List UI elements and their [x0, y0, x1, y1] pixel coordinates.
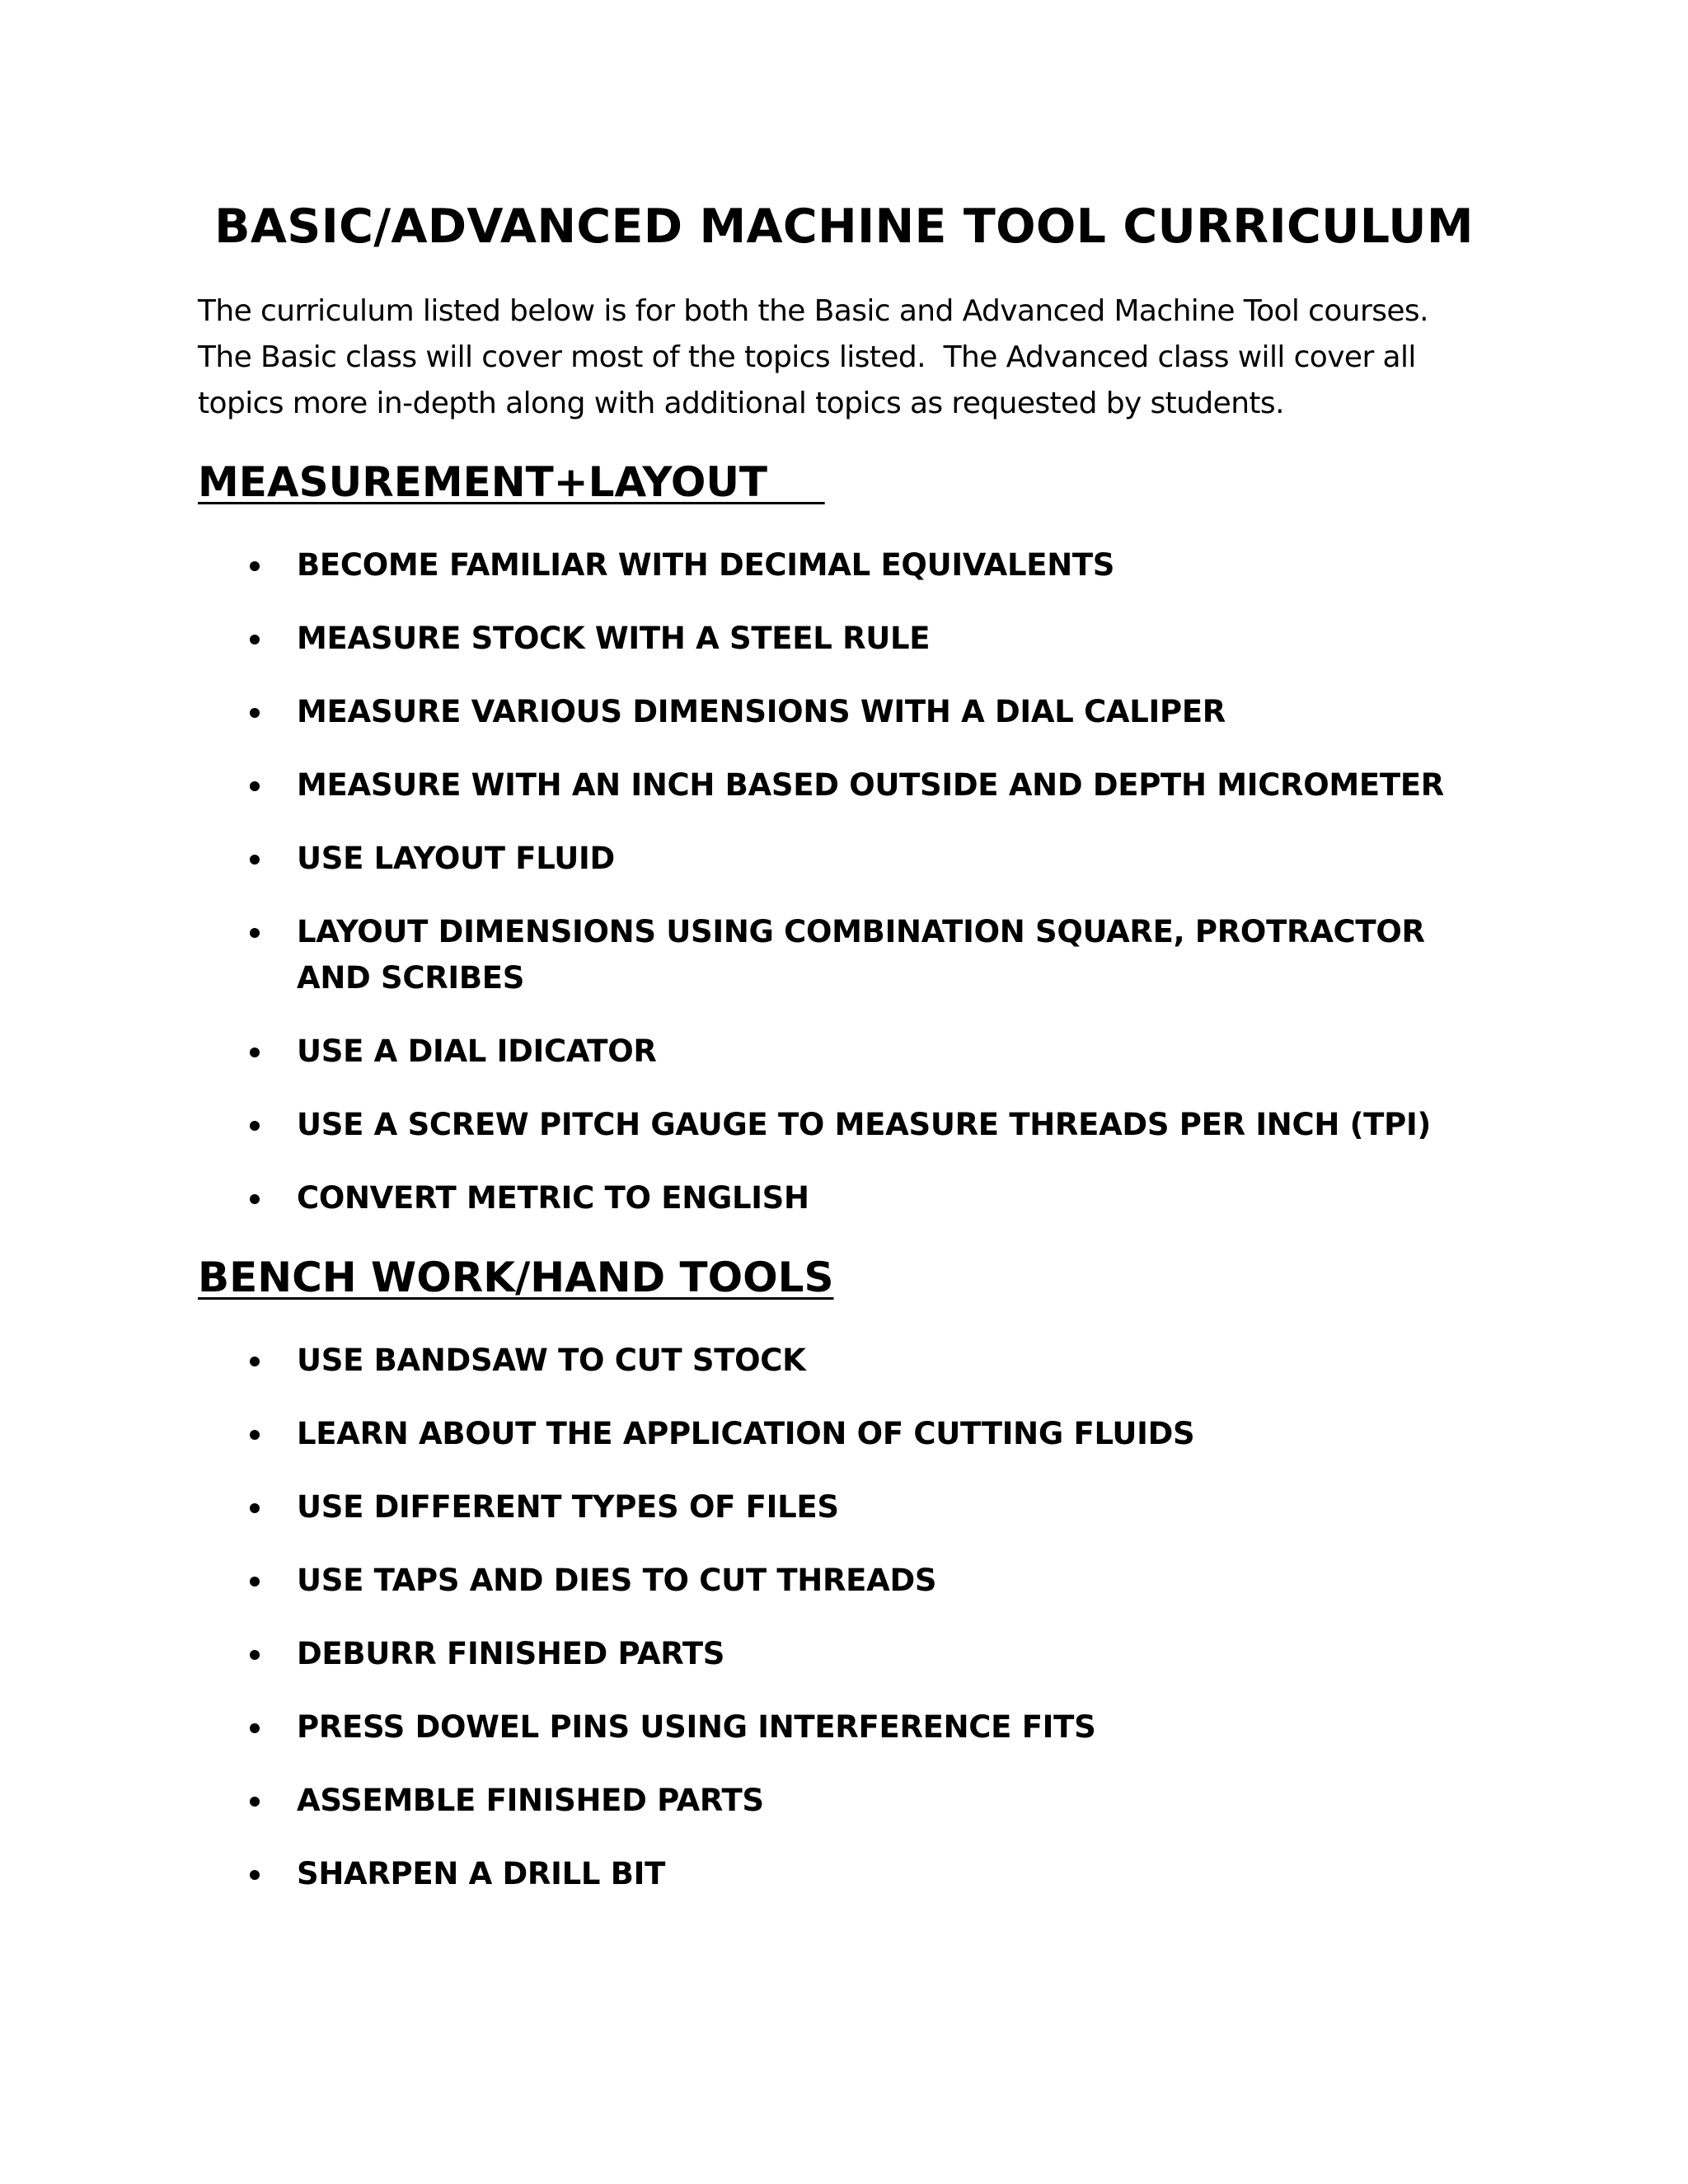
bullet-icon — [250, 1430, 260, 1440]
intro-line: topics more in-depth along with additional topics as requested by students. — [198, 387, 1284, 420]
bullet-icon — [250, 1870, 260, 1880]
bullet-icon — [250, 708, 260, 718]
bullet-icon — [250, 1194, 260, 1204]
list-item — [0, 1558, 1688, 1604]
bullet-icon — [250, 1577, 260, 1586]
bullet-icon — [250, 1650, 260, 1660]
bullet-icon — [250, 1121, 260, 1131]
list-item — [0, 1851, 1688, 1897]
bullet-icon — [250, 561, 260, 571]
list-item — [0, 1338, 1688, 1384]
list-item — [0, 909, 1688, 1001]
intro-paragraph — [198, 288, 1484, 427]
list-item-text: SHARPEN A DRILL BIT — [297, 1856, 666, 1891]
list-item — [0, 1175, 1688, 1221]
list-item-text: USE LAYOUT FLUID — [297, 841, 615, 876]
section-heading-bench-work: BENCH WORK/HAND TOOLS — [198, 1254, 834, 1301]
intro-line: The curriculum listed below is for both the Basic and Advanced Machine Tool courses. — [198, 294, 1428, 328]
section-heading-measurement-layout: MEASUREMENT+LAYOUT — [198, 458, 825, 506]
bullet-icon — [250, 1723, 260, 1733]
bullet-icon — [250, 855, 260, 865]
document-title: BASIC/ADVANCED MACHINE TOOL CURRICULUM — [214, 199, 1474, 254]
measurement-layout-list — [0, 542, 1688, 1249]
list-item-text: BECOME FAMILIAR WITH DECIMAL EQUIVALENTS — [297, 547, 1115, 583]
bullet-icon — [250, 635, 260, 644]
list-item — [0, 1704, 1688, 1750]
list-item — [0, 616, 1688, 662]
list-item — [0, 1411, 1688, 1457]
list-item-text: MEASURE STOCK WITH A STEEL RULE — [297, 621, 931, 656]
bullet-icon — [250, 1047, 260, 1057]
bullet-icon — [250, 781, 260, 791]
list-item — [0, 542, 1688, 588]
list-item — [0, 689, 1688, 735]
list-item — [0, 1631, 1688, 1677]
list-item-text: USE DIFFERENT TYPES OF FILES — [297, 1489, 839, 1525]
list-item-text: ASSEMBLE FINISHED PARTS — [297, 1783, 764, 1818]
list-item-text: MEASURE VARIOUS DIMENSIONS WITH A DIAL CALIPER — [297, 694, 1226, 729]
list-item — [0, 1102, 1688, 1148]
intro-line: The Basic class will cover most of the topics listed. The Advanced class will cover all — [198, 340, 1416, 374]
list-item-text: USE BANDSAW TO CUT STOCK — [297, 1343, 806, 1378]
bullet-icon — [250, 928, 260, 938]
bullet-icon — [250, 1797, 260, 1807]
list-item-text: USE TAPS AND DIES TO CUT THREADS — [297, 1563, 937, 1598]
bullet-icon — [250, 1503, 260, 1513]
bullet-icon — [250, 1357, 260, 1366]
list-item-text: USE A DIAL IDICATOR — [297, 1033, 657, 1069]
list-item — [0, 1484, 1688, 1530]
list-item-text: LAYOUT DIMENSIONS USING COMBINATION SQUARE, PROTRACTOR AND SCRIBES — [297, 914, 1425, 996]
list-item-text: PRESS DOWEL PINS USING INTERFERENCE FITS — [297, 1709, 1096, 1745]
list-item-text: USE A SCREW PITCH GAUGE TO MEASURE THREADS PER INCH (TPI) — [297, 1107, 1432, 1142]
list-item-text: CONVERT METRIC TO ENGLISH — [297, 1180, 809, 1216]
list-item-text: DEBURR FINISHED PARTS — [297, 1636, 725, 1671]
list-item — [0, 1029, 1688, 1075]
list-item-text: LEARN ABOUT THE APPLICATION OF CUTTING FLUIDS — [297, 1416, 1195, 1451]
list-item — [0, 836, 1688, 882]
list-item — [0, 762, 1688, 808]
bench-work-list — [0, 1338, 1688, 1924]
list-item-text: MEASURE WITH AN INCH BASED OUTSIDE AND DEPTH MICROMETER — [297, 767, 1444, 803]
list-item — [0, 1778, 1688, 1824]
